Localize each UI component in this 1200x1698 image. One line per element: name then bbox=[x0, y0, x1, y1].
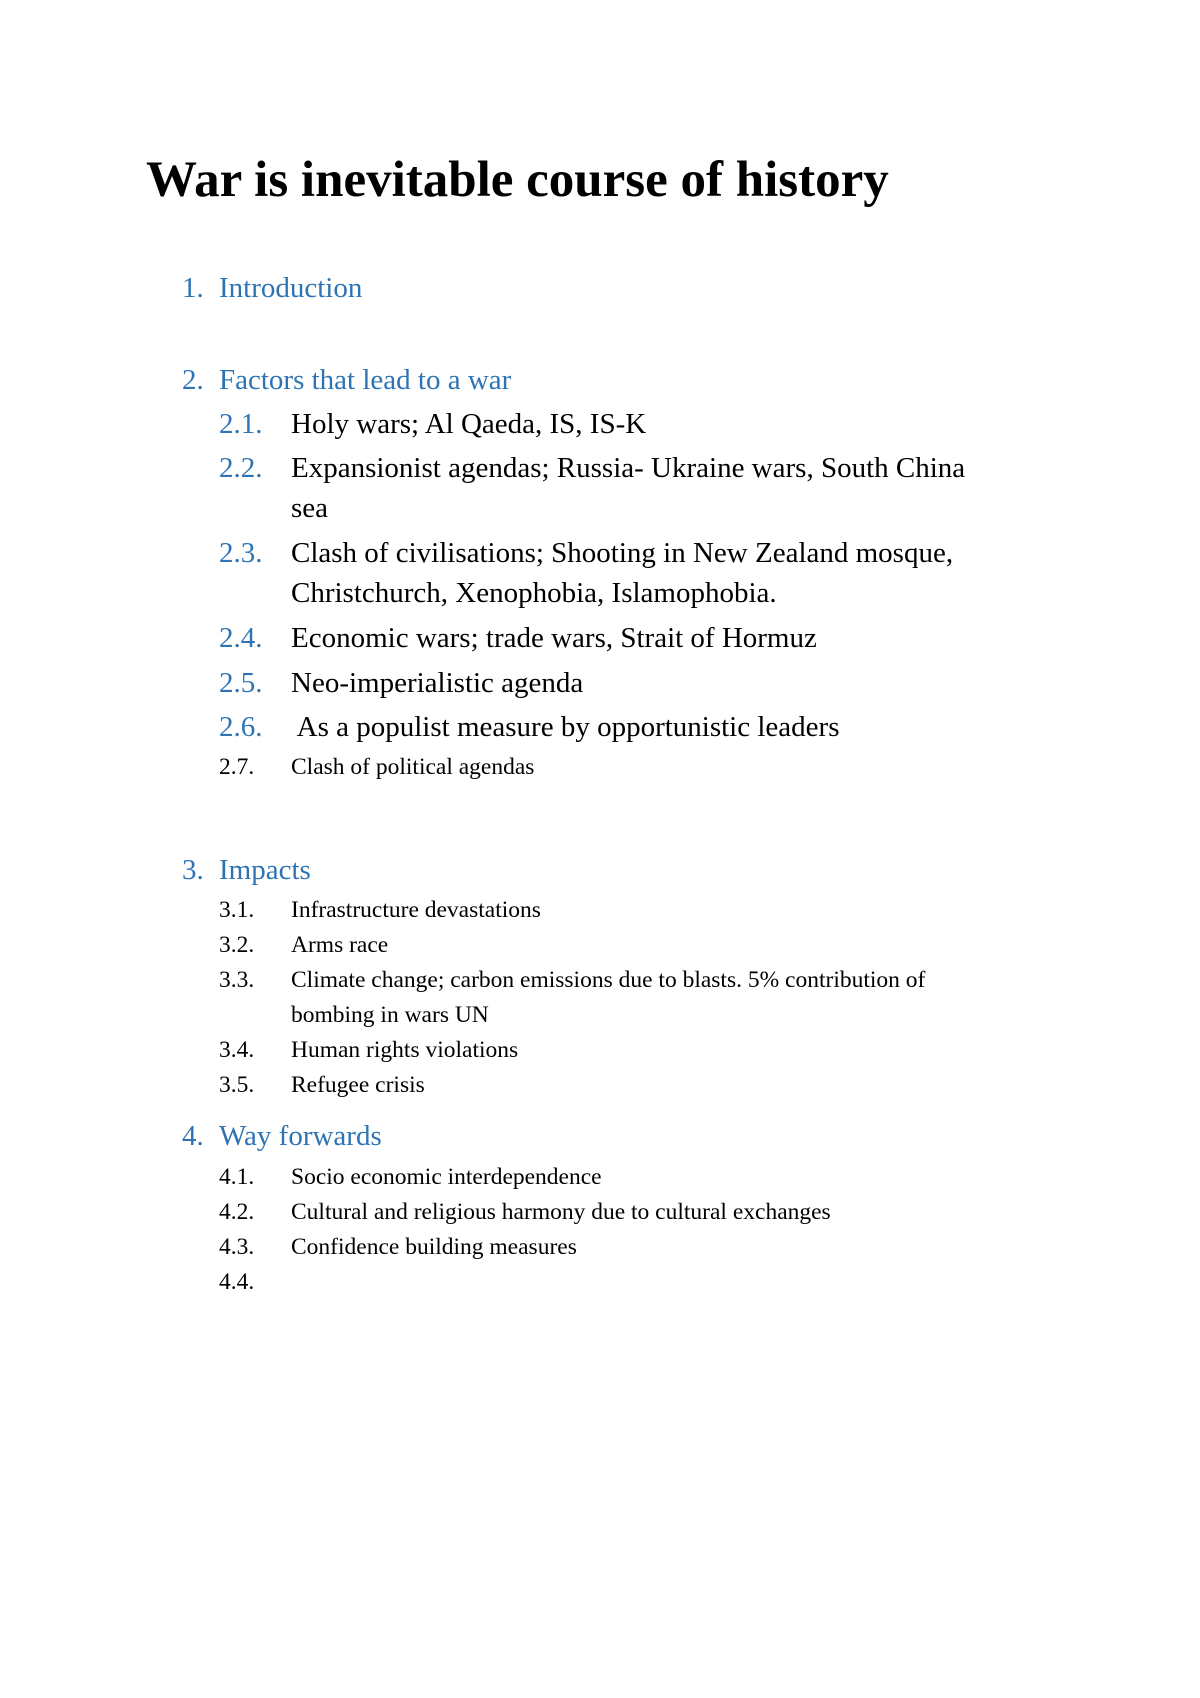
item-number: 2.4. bbox=[219, 622, 263, 654]
item-number: 3.5. bbox=[219, 1072, 255, 1098]
item-text: Clash of political agendas bbox=[291, 754, 535, 780]
item-number: 3.4. bbox=[219, 1037, 255, 1063]
item-text: Socio economic interdependence bbox=[291, 1164, 602, 1190]
item-text: Economic wars; trade wars, Strait of Hormuz bbox=[291, 622, 817, 654]
item-number: 2.5. bbox=[219, 667, 263, 699]
item-text: Cultural and religious harmony due to cultural exchanges bbox=[291, 1199, 831, 1225]
section-number: 2. bbox=[182, 364, 204, 396]
section-heading-text: Way forwards bbox=[219, 1120, 382, 1152]
section-number: 1. bbox=[182, 272, 204, 304]
item-number: 3.3. bbox=[219, 967, 255, 993]
item-text: Refugee crisis bbox=[291, 1072, 425, 1098]
item-text: Climate change; carbon emissions due to blasts. 5% contribution of bbox=[291, 967, 926, 993]
section-heading-text: Impacts bbox=[219, 854, 311, 886]
item-number: 2.7. bbox=[219, 754, 255, 780]
item-text: Expansionist agendas; Russia- Ukraine wars, South China bbox=[291, 452, 966, 484]
item-number: 4.3. bbox=[219, 1234, 255, 1260]
item-text: Christchurch, Xenophobia, Islamophobia. bbox=[291, 577, 777, 609]
section-number: 4. bbox=[182, 1120, 204, 1152]
section-heading-text: Introduction bbox=[219, 272, 363, 304]
item-text: As a populist measure by opportunistic leaders bbox=[291, 711, 840, 743]
item-text: sea bbox=[291, 492, 329, 524]
section-heading-impacts bbox=[182, 852, 311, 888]
item-text: Neo-imperialistic agenda bbox=[291, 667, 584, 699]
item-text: Holy wars; Al Qaeda, IS, IS-K bbox=[291, 408, 647, 440]
item-number: 2.2. bbox=[219, 452, 263, 484]
section-heading-text: Factors that lead to a war bbox=[219, 364, 512, 396]
item-number: 4.2. bbox=[219, 1199, 255, 1225]
document-title: War is inevitable course of history bbox=[146, 152, 889, 208]
item-number: 2.3. bbox=[219, 537, 263, 569]
item-number: 3.1. bbox=[219, 897, 255, 923]
item-text: Arms race bbox=[291, 932, 389, 958]
item-number: 2.1. bbox=[219, 408, 263, 440]
item-number: 2.6. bbox=[219, 711, 263, 743]
item-number: 3.2. bbox=[219, 932, 255, 958]
section-heading-way-forwards bbox=[182, 1118, 382, 1154]
item-number: 4.1. bbox=[219, 1164, 255, 1190]
item-text: Confidence building measures bbox=[291, 1234, 577, 1260]
item-text: Human rights violations bbox=[291, 1037, 519, 1063]
item-text: Infrastructure devastations bbox=[291, 897, 541, 923]
item-number: 4.4. bbox=[219, 1269, 255, 1295]
section-heading-factors bbox=[182, 362, 511, 398]
item-text: bombing in wars UN bbox=[291, 1002, 489, 1028]
section-number: 3. bbox=[182, 854, 204, 886]
item-text: Clash of civilisations; Shooting in New Zealand mosque, bbox=[291, 537, 954, 569]
section-heading-introduction bbox=[182, 270, 362, 306]
